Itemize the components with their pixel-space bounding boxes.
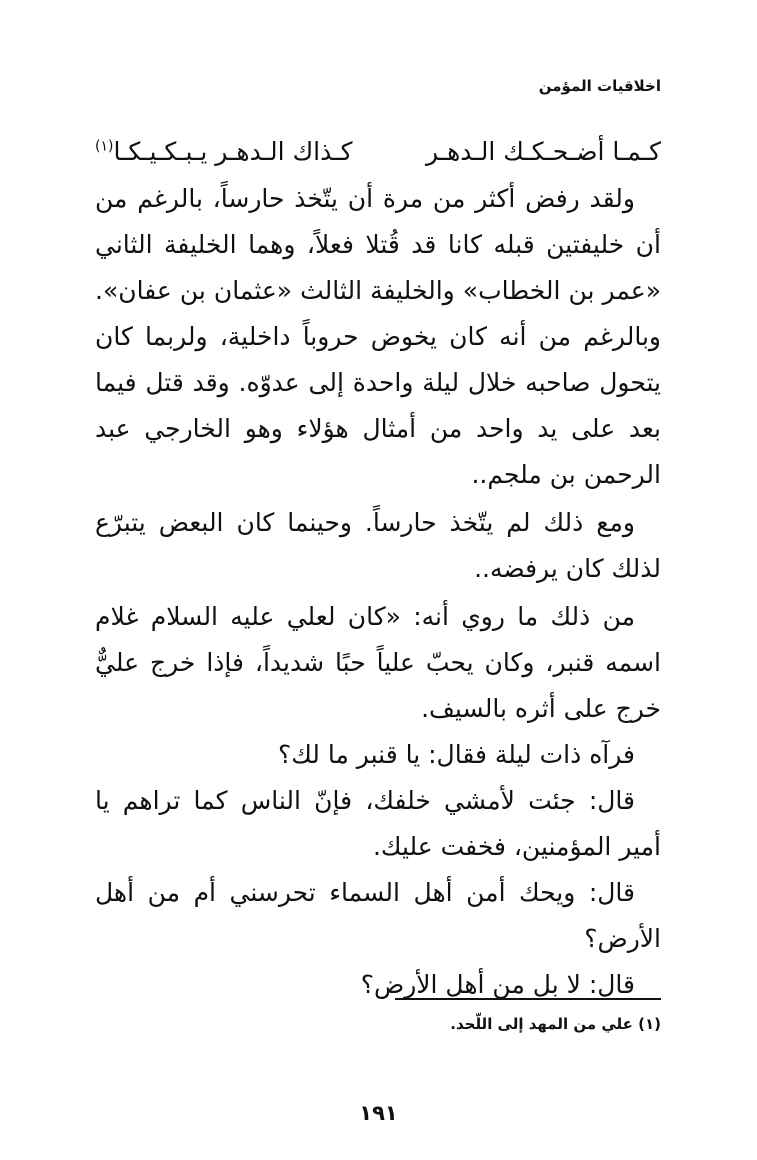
body-text [95,128,661,1008]
footnote-divider [395,998,661,1000]
paragraph-refused-guard: ولقد رفض أكثر من مرة أن يتّخذ حارساً، بالرغم من أن خليفتين قبله كانا قد قُتلا فعلاً، وهما الخليفة الثاني «عمر بن الخطاب» والخليفة الثالث «عثمان بن عفان». وبالرغم من أنه كان يخوض حروباً داخلية، ولربما كان يتحول صاحبه خلال ليلة واحدة إلى عدوّه. وقد قتل فيما بعد على يد واحد من أمثال هؤلاء وهو الخارجي عبد الرحمن بن ملجم.. [95,184,661,489]
paragraph-qanbar-reply: قال: جئت لأمشي خلفك، فإنّ الناس كما تراهم يا أمير المؤمنين، فخفت عليك. [95,786,661,861]
verse-left-hemistich-text: كـذاك الـدهـر يـبـكـيـكـا [113,137,353,166]
paragraph-earth-answer: قال: لا بل من أهل الأرض؟ [360,970,635,999]
page-number: ١٩١ [359,1101,398,1125]
verse-right-hemistich: كـمـا أضـحـكـك الـدهـر [426,137,661,166]
running-header: اخلاقيات المؤمن [538,77,661,95]
poetry-verse [95,128,661,176]
verse-left-hemistich [95,128,352,176]
paragraph-no-guard: ومع ذلك لم يتّخذ حارساً. وحينما كان البعض يتبرّع لذلك كان يرفضه.. [95,508,661,583]
footnote: (١) علي من المهد إلى اللّحد. [450,1015,661,1033]
verse-footnote-marker: (١) [95,138,114,155]
paragraph-question: فرآه ذات ليلة فقال: يا قنبر ما لك؟ [277,740,635,769]
paragraph-qanbar-story: من ذلك ما روي أنه: «كان لعلي عليه السلام غلام اسمه قنبر، وكان يحبّ علياً حبًا شديداً، فإذا خرج عليٌّ خرج على أثره بالسيف. [95,602,661,723]
paragraph-heaven-or-earth: قال: ويحك أمن أهل السماء تحرسني أم من أهل الأرض؟ [95,878,661,953]
